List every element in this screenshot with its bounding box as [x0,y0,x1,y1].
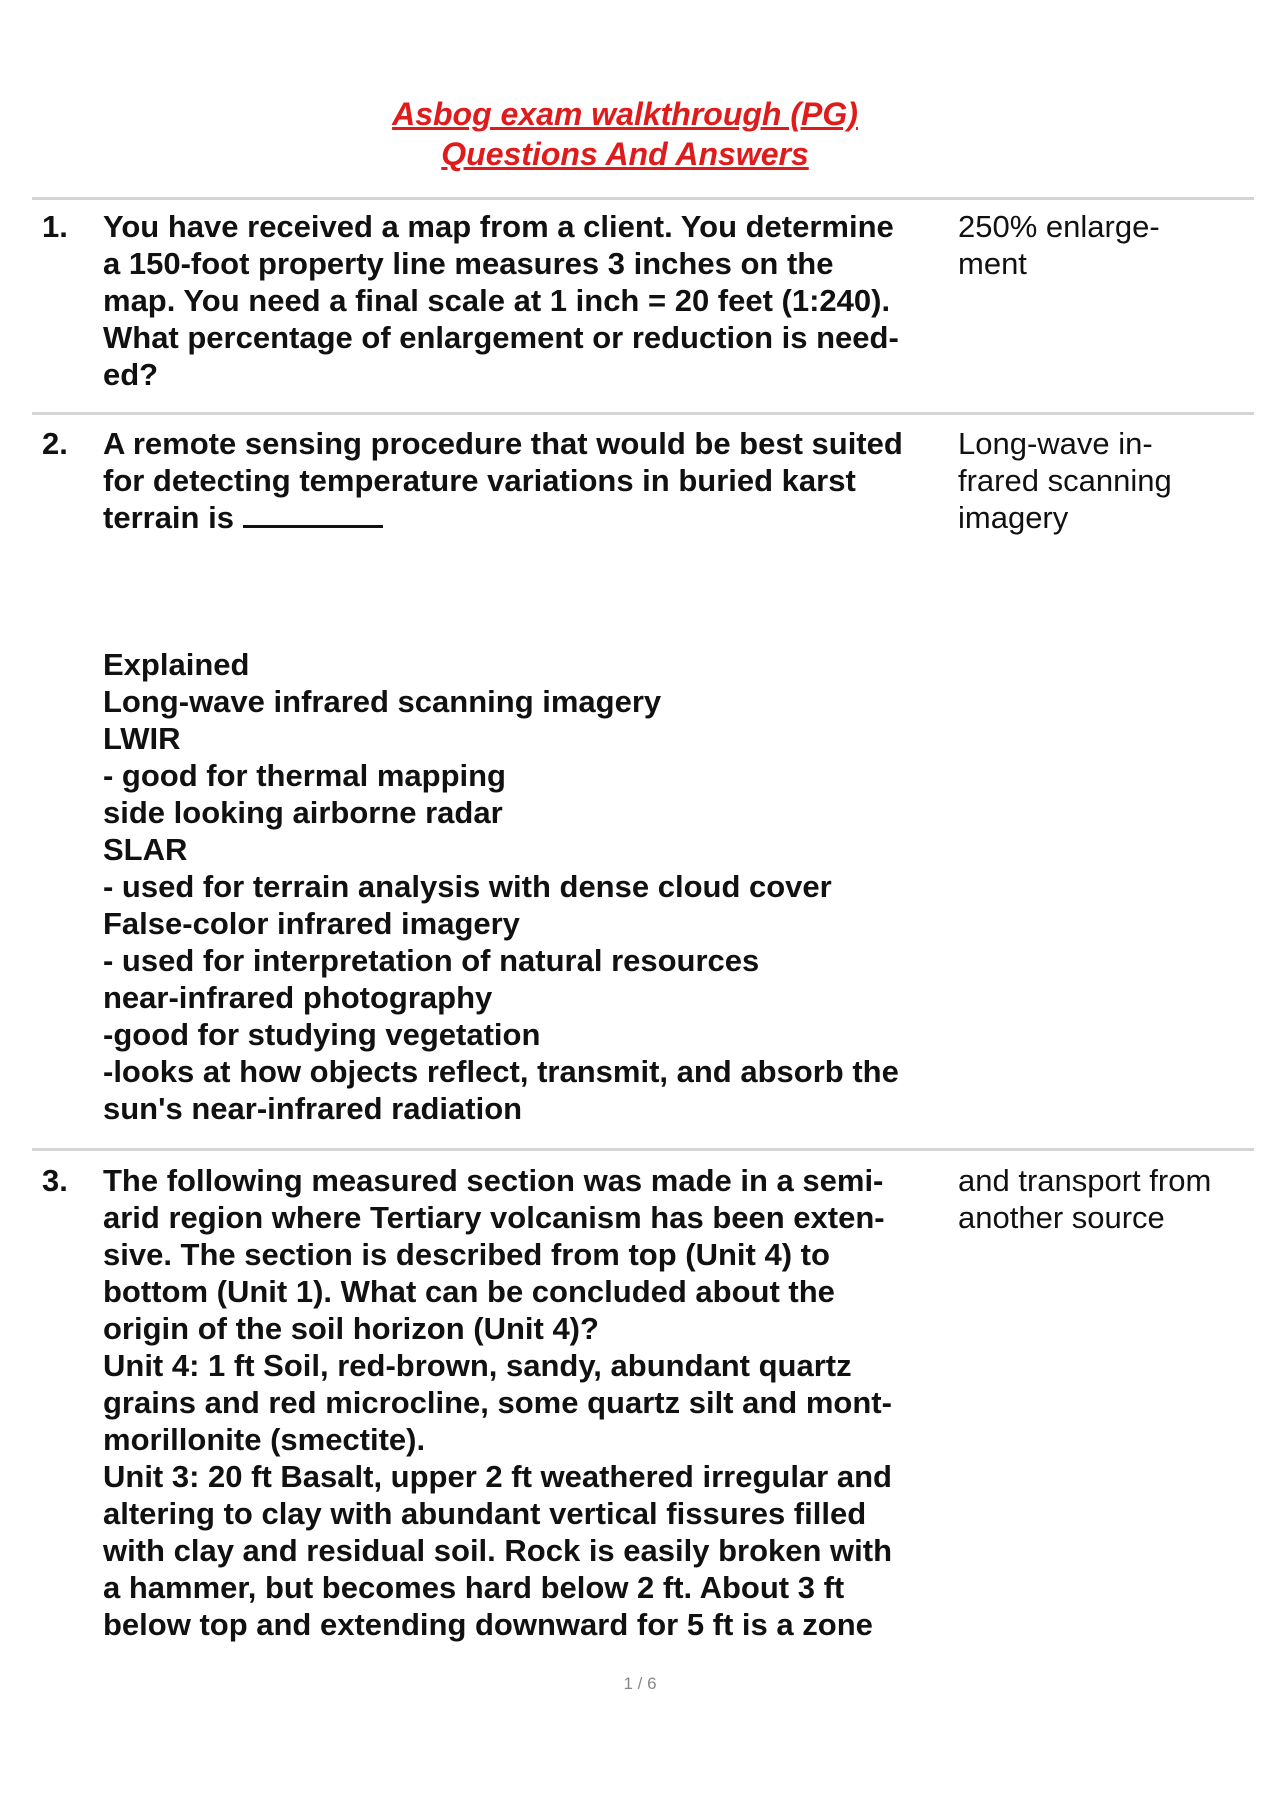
question-text [103,1162,983,1643]
answer-text: Long-wave in- frared scanning imagery [958,426,1172,535]
document-title [0,94,1250,174]
divider [32,197,1254,200]
explanation-line: False-color infrared imagery [103,906,520,941]
explanation-line: sun's near-infrared radiation [103,1091,523,1126]
explanation-line: Long-wave infrared scanning imagery [103,684,662,719]
question-number: 1. [42,209,68,244]
explanation-line: near-infrared photography [103,980,493,1015]
question-text-body [103,425,983,536]
page-number: 1 / 6 [623,1674,657,1693]
explanation-line: LWIR [103,721,181,756]
explanation-heading: Explained [103,647,250,682]
explanation-line: SLAR [103,832,188,867]
question-text-body: The following measured section was made in a semi- arid region where Tertiary volcanism has been exten- sive. The section is described from top (Unit 4) to bottom (Unit 1). What can be concluded about the origin of the soil horizon (Unit 4)? Unit 4: 1 ft Soil, red-brown, sandy, abundant quartz grains and red microcline, some quartz silt and mont- morillonite (smectite). Unit 3: 20 ft Basalt, upper 2 ft weathered irregular and altering to clay with abundant vertical fissures filled with clay and residual soil. Rock is easily broken with a hammer, but becomes hard below 2 ft. About 3 ft below top and extending downward for 5 ft is a zone [103,1163,893,1642]
answer-blank [243,499,383,528]
divider [32,412,1254,415]
explanation-line: -looks at how objects reflect, transmit, and absorb the [103,1054,899,1089]
question-text-span: A remote sensing procedure that would be best suited for detecting temperature variations in buried karst terrain is [103,426,903,535]
explanation-line: - good for thermal mapping [103,758,506,793]
question-text [103,425,983,536]
divider [32,1148,1254,1151]
explanation-block [103,646,983,1127]
explanation-line: - used for terrain analysis with dense cloud cover [103,869,832,904]
question-text-body: You have received a map from a client. You determine a 150-foot property line measures 3 inches on the map. You need a final scale at 1 inch = 20 feet (1:240). What percentage of enlargement or reduction is need- ed? [103,209,899,392]
explanation-line: side looking airborne radar [103,795,503,830]
answer-text: and transport from another source [958,1163,1212,1235]
explanation-line: - used for interpretation of natural resources [103,943,760,978]
title-line-1: Asbog exam walkthrough (PG) [392,96,858,132]
title-line-2: Questions And Answers [441,136,809,172]
explanation-line: -good for studying vegetation [103,1017,541,1052]
question-text [103,208,983,393]
question-number: 2. [42,426,68,461]
question-number: 3. [42,1163,68,1198]
answer-text: 250% enlarge- ment [958,209,1160,281]
